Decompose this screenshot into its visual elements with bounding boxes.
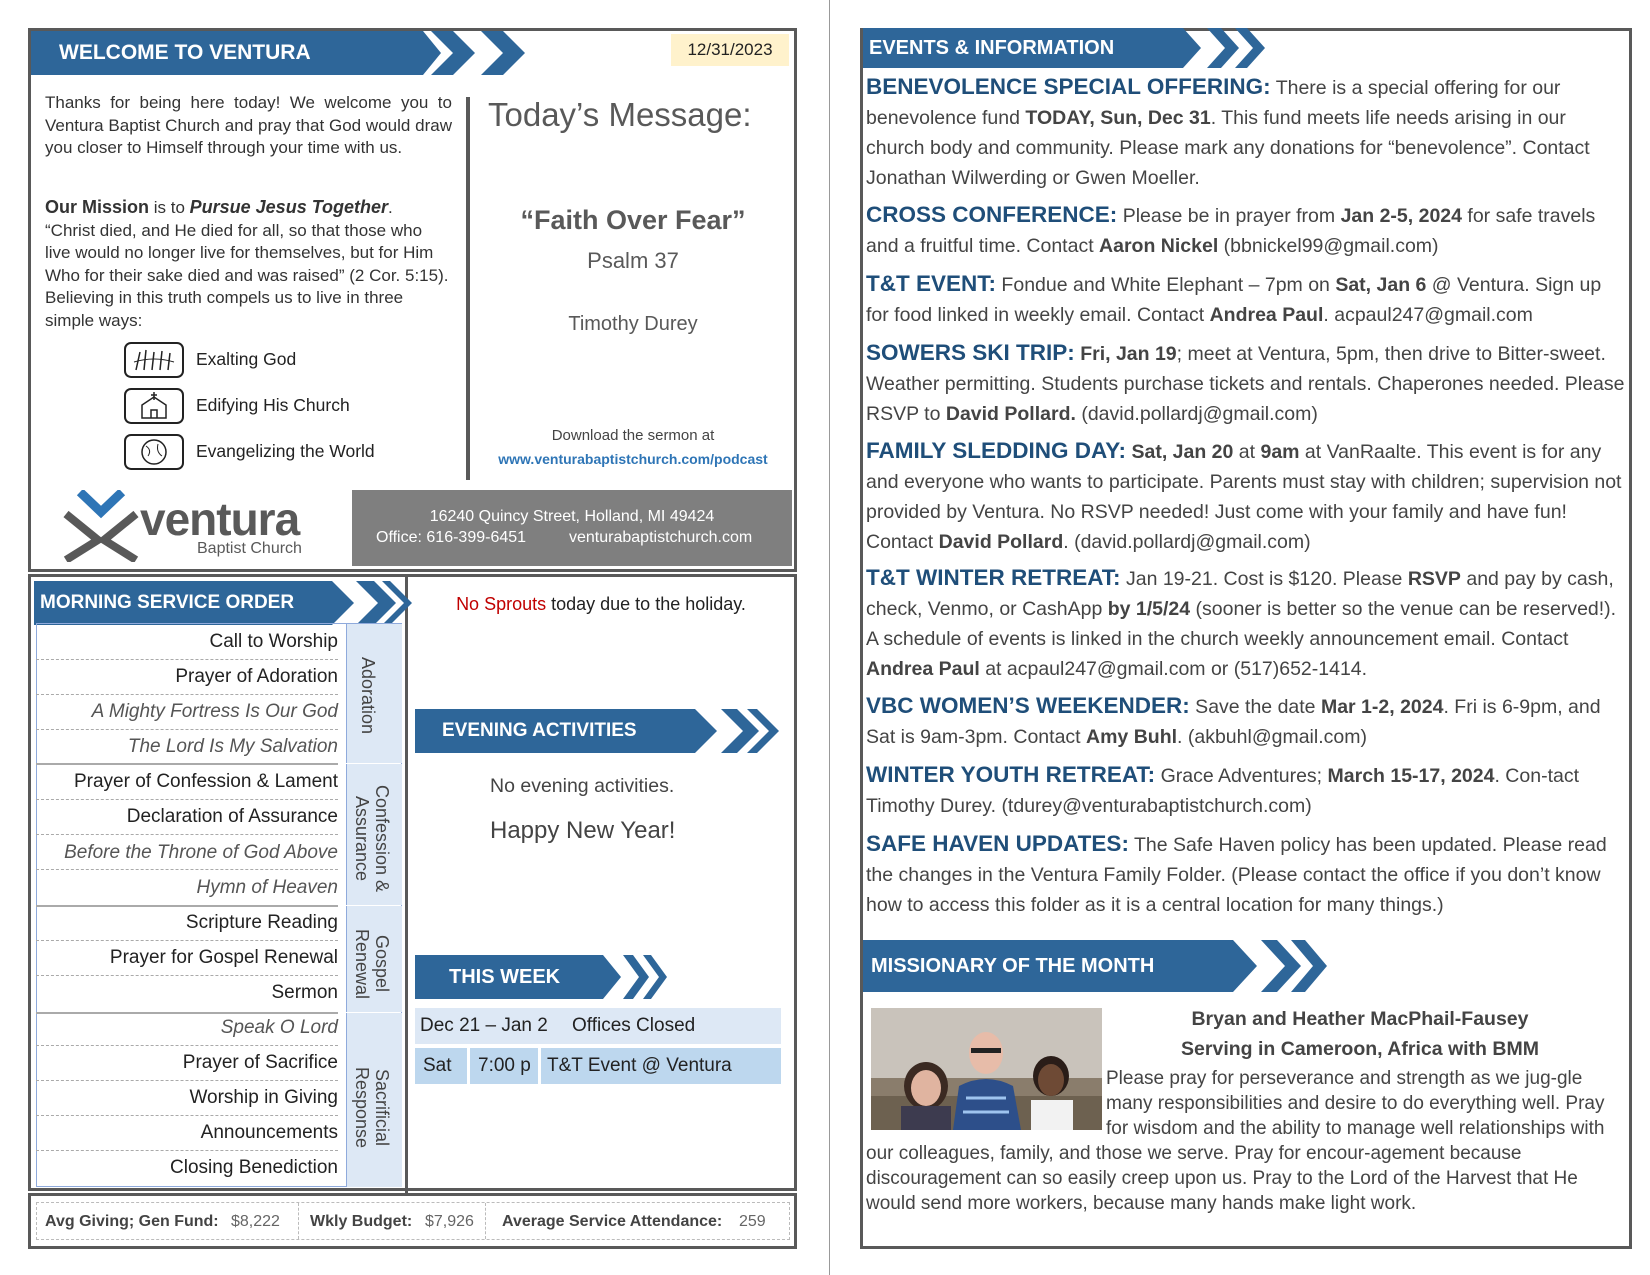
event-bold: RSVP bbox=[1407, 568, 1461, 590]
row-divider bbox=[36, 869, 338, 870]
order-item: Before the Throne of God Above bbox=[64, 842, 338, 863]
budget-label: Wkly Budget: bbox=[310, 1213, 413, 1230]
row-divider bbox=[36, 659, 338, 660]
week-row-date: Dec 21 – Jan 2 bbox=[420, 1015, 548, 1036]
ventura-cross-logo-icon bbox=[60, 490, 142, 562]
logo-subtitle: Baptist Church bbox=[197, 540, 302, 557]
event-bold: Andrea Paul bbox=[1209, 304, 1324, 326]
chevrons-icon bbox=[685, 709, 780, 753]
event-text: Fondue and White Elephant – 7pm on bbox=[996, 274, 1336, 296]
row-divider bbox=[36, 1115, 338, 1116]
church-website[interactable]: venturabaptistchurch.com bbox=[569, 529, 753, 546]
order-item: Worship in Giving bbox=[189, 1087, 338, 1108]
event-winter-retreat bbox=[866, 563, 1628, 684]
banner-tip-icon bbox=[413, 31, 443, 75]
row-divider bbox=[36, 975, 338, 976]
way-label: Evangelizing the World bbox=[196, 441, 375, 461]
event-bold: TODAY bbox=[1025, 107, 1090, 129]
missionary-banner bbox=[863, 940, 1333, 984]
welcome-banner-title: WELCOME TO VENTURA bbox=[31, 31, 416, 75]
order-item: Closing Benediction bbox=[170, 1157, 338, 1178]
section-label-gospel: Gospel Renewal bbox=[352, 928, 392, 1000]
event-heading: SAFE HAVEN UPDATES: bbox=[866, 831, 1129, 856]
mission-phrase: Pursue Jesus Together bbox=[189, 197, 389, 217]
row-divider bbox=[36, 729, 338, 730]
chevrons-icon bbox=[431, 31, 551, 75]
event-text: (david.pollardj@gmail.com) bbox=[1075, 403, 1318, 425]
week-row-day: Sat bbox=[415, 1048, 467, 1084]
event-sledding bbox=[866, 436, 1628, 557]
order-item: A Mighty Fortress Is Our God bbox=[91, 701, 338, 722]
event-heading: CROSS CONFERENCE: bbox=[866, 202, 1118, 227]
event-heading: WINTER YOUTH RETREAT: bbox=[866, 762, 1156, 787]
section-divider bbox=[36, 1012, 338, 1014]
event-text: . This fund meets life needs arising in our church body and community. Please mark any donations for “benevolence”. Contact Jonathan Wilwerding or Gwen Moeller. bbox=[866, 107, 1590, 189]
row-divider bbox=[36, 1080, 338, 1081]
order-item: Prayer for Gospel Renewal bbox=[109, 947, 338, 968]
message-heading: Today’s Message: bbox=[488, 96, 752, 133]
ventura-logo bbox=[60, 490, 320, 560]
stats-divider bbox=[485, 1203, 486, 1239]
event-text: Please be in prayer from bbox=[1117, 205, 1341, 227]
way-exalting bbox=[124, 342, 297, 378]
page-divider bbox=[829, 0, 830, 1275]
row-divider bbox=[36, 1045, 338, 1046]
event-ski-trip bbox=[866, 338, 1628, 429]
event-text: at acpaul247@gmail.com or (517)652-1414. bbox=[979, 658, 1368, 680]
way-edifying bbox=[124, 388, 350, 424]
event-text: Jan 19-21. Cost is $120. Please bbox=[1120, 568, 1408, 590]
photo-float-spacer bbox=[866, 1066, 1106, 1141]
budget-value: $7,926 bbox=[425, 1213, 474, 1230]
order-item: Speak O Lord bbox=[220, 1017, 338, 1038]
order-item: Hymn of Heaven bbox=[196, 877, 338, 898]
section-label-adoration: Adoration bbox=[358, 657, 378, 735]
podcast-link[interactable]: www.venturabaptistchurch.com/podcast bbox=[498, 451, 768, 467]
sprouts-red-text: No Sprouts bbox=[456, 594, 547, 614]
event-text: , bbox=[1089, 107, 1101, 129]
event-heading: T&T WINTER RETREAT: bbox=[866, 565, 1121, 590]
evening-banner bbox=[415, 709, 775, 753]
service-order-title: MORNING SERVICE ORDER bbox=[34, 581, 324, 625]
event-text: for safe travels and a fruitful time. Contact bbox=[866, 205, 1596, 257]
attendance-value: 259 bbox=[739, 1213, 766, 1230]
order-item: Declaration of Assurance bbox=[126, 806, 338, 827]
events-banner bbox=[863, 28, 1283, 72]
event-bold: David Pollard. bbox=[945, 403, 1076, 425]
event-text: . (david.pollardj@gmail.com) bbox=[1063, 531, 1311, 553]
office-phone: Office: 616-399-6451 bbox=[376, 529, 527, 546]
order-item: Scripture Reading bbox=[185, 912, 338, 933]
worship-hands-icon bbox=[124, 342, 184, 378]
sermon-title: “Faith Over Fear” bbox=[520, 205, 746, 235]
evening-banner-title: EVENING ACTIVITIES bbox=[415, 709, 690, 753]
week-row-2 bbox=[415, 1048, 781, 1084]
row-divider bbox=[36, 940, 338, 941]
mission-statement: Our Mission is to Pursue Jesus Together. “Christ died, and He died for all, so that those who live would no longer live for themselves, but for Him Who for their sake died and was raised” (2 Cor. 5:15). Believing in this truth compels us to live in three simple ways: bbox=[45, 196, 452, 332]
event-text: @ Ventura. Sign up for food linked in weekly email. Contact bbox=[866, 274, 1602, 326]
church-icon bbox=[124, 388, 184, 424]
way-label: Edifying His Church bbox=[196, 395, 350, 415]
order-item: Prayer of Adoration bbox=[175, 666, 338, 687]
event-bold: Sat, Jan 20 bbox=[1131, 441, 1234, 463]
evening-line-1: No evening activities. bbox=[490, 775, 675, 797]
order-item: Prayer of Confession & Lament bbox=[73, 771, 338, 792]
missionary-name: Bryan and Heather MacPhail-Fausey bbox=[1191, 1008, 1529, 1030]
missionary-banner-title: MISSIONARY OF THE MONTH bbox=[863, 940, 1225, 992]
message-divider bbox=[466, 97, 470, 480]
event-safe-haven bbox=[866, 829, 1628, 920]
event-youth-retreat bbox=[866, 760, 1628, 821]
chevrons-icon bbox=[1171, 28, 1271, 68]
event-heading: VBC WOMEN’S WEEKENDER: bbox=[866, 693, 1190, 718]
missionary-request bbox=[866, 1066, 1626, 1216]
chevrons-icon bbox=[322, 581, 412, 625]
event-text: Grace Adventures; bbox=[1155, 765, 1328, 787]
event-text: There is a special offering for our benevolence fund bbox=[866, 77, 1561, 129]
giving-label: Avg Giving; Gen Fund: bbox=[45, 1213, 219, 1230]
globe-icon bbox=[124, 434, 184, 470]
order-item: The Lord Is My Salvation bbox=[127, 736, 338, 757]
welcome-intro: Thanks for being here today! We welcome you to Ventura Baptist Church and pray that God would draw you closer to Himself through your time with us. bbox=[45, 93, 452, 157]
event-text: (sooner is better so the venue can be reserved!). A schedule of events is linked in the church weekly announcement email. Contact bbox=[866, 598, 1617, 650]
this-week-banner bbox=[415, 955, 665, 999]
event-text: The Safe Haven policy has been updated. Please read the changes in the Ventura Family Folder. (Please contact the office if you don’t know how to access this folder as it is a central location for many things.) bbox=[866, 834, 1607, 916]
row-divider bbox=[36, 1150, 338, 1151]
way-label: Exalting God bbox=[196, 349, 297, 369]
event-text: (bbnickel99@gmail.com) bbox=[1218, 235, 1439, 257]
download-label: Download the sermon at bbox=[551, 427, 715, 444]
event-text: . (akbuhl@gmail.com) bbox=[1177, 726, 1367, 748]
attendance-label: Average Service Attendance: bbox=[502, 1213, 723, 1230]
row-divider bbox=[36, 834, 338, 835]
contact-box bbox=[352, 490, 792, 566]
event-bold: March 15-17, 2024 bbox=[1327, 765, 1495, 787]
section-label-response: Sacrificial Response bbox=[352, 1067, 392, 1149]
event-text: . Con-tact Timothy Durey. (tdurey@venturabaptistchurch.com) bbox=[866, 765, 1580, 817]
chevrons-icon bbox=[1221, 940, 1331, 992]
event-bold: Amy Buhl bbox=[1086, 726, 1178, 748]
missionary-location: Serving in Cameroon, Africa with BMM bbox=[1181, 1038, 1539, 1060]
section-label-confession: Confession & Assurance bbox=[352, 785, 392, 893]
event-bold: David Pollard bbox=[938, 531, 1064, 553]
event-bold: Fri, Jan 19 bbox=[1080, 343, 1177, 365]
stats-inner bbox=[36, 1202, 790, 1240]
order-item: Call to Worship bbox=[209, 631, 338, 652]
week-row-event: Offices Closed bbox=[572, 1015, 696, 1036]
event-text: at VanRaalte. This event is for any and everyone who wants to participate. Parents must stay with children; supervision not provided by Ventura. No RSVP needed! Just come with your family and have fun! Contact bbox=[866, 441, 1622, 553]
sprouts-note bbox=[415, 594, 787, 615]
event-bold: Sun, Dec 31 bbox=[1100, 107, 1211, 129]
event-text: and pay by cash, check, Venmo, or CashApp bbox=[866, 568, 1614, 620]
chevrons-icon bbox=[593, 955, 673, 999]
event-womens-weekender bbox=[866, 691, 1628, 752]
evening-line-2: Happy New Year! bbox=[490, 817, 676, 844]
event-bold: Jan 2-5, 2024 bbox=[1340, 205, 1462, 227]
event-heading: FAMILY SLEDDING DAY: bbox=[866, 438, 1127, 463]
event-text: . acpaul247@gmail.com bbox=[1323, 304, 1533, 326]
week-row-1 bbox=[415, 1008, 781, 1044]
this-week-title: THIS WEEK bbox=[415, 955, 595, 999]
mission-text: “Christ died, and He died for all, so that those who live would no longer live for themselves, but for Him Who for their sake died and was raised” (2 Cor. 5:15). Believing in this truth compels us to live in three simple ways: bbox=[45, 220, 449, 330]
event-cross-conference bbox=[866, 200, 1628, 261]
logo-name: ventura bbox=[140, 493, 300, 545]
week-row-time: 7:00 p bbox=[470, 1048, 538, 1084]
event-heading: SOWERS SKI TRIP: bbox=[866, 340, 1075, 365]
stats-divider bbox=[298, 1203, 299, 1239]
events-banner-title: EVENTS & INFORMATION bbox=[863, 28, 1175, 68]
event-text: ; meet at Ventura, 5pm, then drive to Bitter-sweet. Weather permitting. Students purchase tickets and rentals. Chaperones needed. Please RSVP to bbox=[866, 343, 1625, 425]
event-benevolence bbox=[866, 72, 1628, 193]
mission-label: Our Mission bbox=[45, 197, 150, 217]
sermon-speaker: Timothy Durey bbox=[568, 313, 698, 335]
row-divider bbox=[36, 694, 338, 695]
missionary-request-text: Please pray for perseverance and strength as we jug-gle many responsibilities and desire to do everything well. Pray for wisdom and the ability to manage well relationships with our colleagues, family, and those we serve. Pray for encour-agement because discouragement can so easily creep upon us. Pray to the Lord of the Harvest that He would send more workers, because many hands make light work. bbox=[866, 1068, 1605, 1214]
event-text: . Fri is 6-9pm, and Sat is 9am-3pm. Contact bbox=[866, 696, 1601, 748]
event-bold: Aaron Nickel bbox=[1099, 235, 1219, 257]
event-heading: BENEVOLENCE SPECIAL OFFERING: bbox=[866, 74, 1271, 99]
section-divider bbox=[36, 763, 338, 765]
section-divider bbox=[36, 905, 338, 907]
event-bold: by 1/5/24 bbox=[1107, 598, 1191, 620]
service-divider bbox=[405, 577, 408, 1193]
giving-value: $8,222 bbox=[231, 1213, 280, 1230]
sermon-passage: Psalm 37 bbox=[587, 248, 679, 273]
week-row-event: T&T Event @ Ventura bbox=[541, 1048, 781, 1084]
event-text: at bbox=[1233, 441, 1261, 463]
welcome-banner bbox=[31, 31, 531, 75]
order-item: Prayer of Sacrifice bbox=[182, 1052, 338, 1073]
church-address: 16240 Quincy Street, Holland, MI 49424 bbox=[429, 508, 715, 525]
row-divider bbox=[36, 799, 338, 800]
service-order-banner bbox=[34, 581, 404, 625]
event-bold: Andrea Paul bbox=[866, 658, 980, 680]
event-bold: Mar 1-2, 2024 bbox=[1320, 696, 1444, 718]
event-tt bbox=[866, 269, 1628, 330]
event-bold: Sat, Jan 6 bbox=[1335, 274, 1427, 296]
order-item: Sermon bbox=[271, 982, 338, 1003]
way-evangelizing bbox=[124, 434, 375, 470]
event-text: Save the date bbox=[1189, 696, 1321, 718]
event-bold: 9am bbox=[1260, 441, 1300, 463]
event-heading: T&T EVENT: bbox=[866, 271, 997, 296]
date-badge: 12/31/2023 bbox=[671, 34, 789, 66]
mission-is: is to bbox=[149, 198, 190, 217]
order-item: Announcements bbox=[200, 1122, 338, 1143]
sprouts-rest-text: today due to the holiday. bbox=[546, 594, 746, 614]
